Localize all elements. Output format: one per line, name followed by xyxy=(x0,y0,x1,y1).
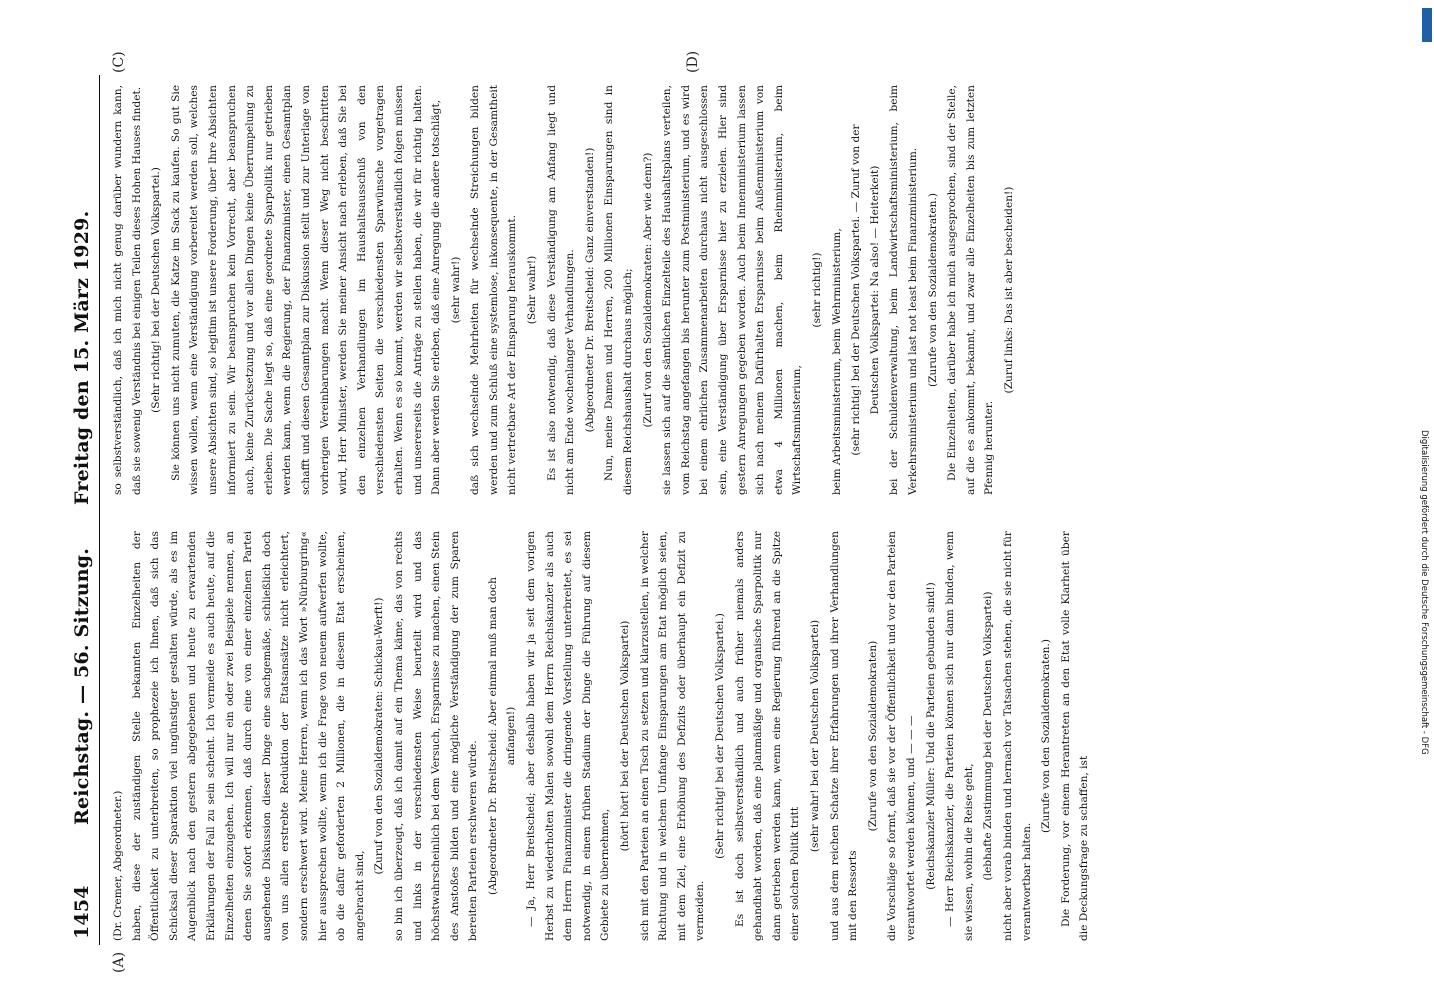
right-column-interjection: (sehr richtig!) xyxy=(810,252,823,328)
left-column-paragraph: sich mit den Parteien an einen Tisch zu setzen und klarzustellen, in welcher Richtung und in welchem Umfange Einsparungen am Etat möglich seien, mit dem Ziel, eine Erhöhung des Defizits oder überhaupt ein Defizit zu vermeiden. xyxy=(638,531,707,941)
scanned-page-rotated xyxy=(65,50,1395,973)
right-text-column xyxy=(109,85,1015,495)
left-column-paragraph: — Herr Reichskanzler, die Parteien können sich nur dann binden, wenn sie wissen, wohin die Reise geht, xyxy=(944,531,975,941)
left-column-interjection: (sehr wahr! bei der Deutschen Volkspartei) xyxy=(808,619,821,853)
left-column-interjection: (Sehr richtig! bei der Deutschen Volkspartei.) xyxy=(714,613,726,859)
left-text-column xyxy=(109,531,1091,941)
right-column-interjection: (sehr richtig! bei der Deutschen Volkspartei. — Zuruf von der Deutschen Volkspartei: Na also! — Heiterkeit) xyxy=(850,124,881,456)
left-column-paragraph: die Vorschläge so formt, daß sie vor der Öffentlichkeit und vor den Parteien verantwortet werden können, und — — — xyxy=(886,531,917,941)
left-column-paragraph: nicht aber vorab binden und hernach vor Tatsachen stehen, die sie nicht für verantwortbar halten. xyxy=(1001,531,1033,941)
right-column-paragraph: so selbstverständlich, daß ich mich nicht genug darüber wundern kann, daß sie sowenig Verständnis bei einigen Teilen dieses Hohen Hauses findet. xyxy=(112,85,143,495)
right-column-interjection: (Sehr wahr!) xyxy=(526,255,539,325)
header-left-title: Reichstag. — 56. Sitzung. xyxy=(71,547,93,825)
header-right-title: Freitag den 15. März 1929. xyxy=(71,210,93,505)
right-column-paragraph: Die Einzelheiten, darüber habe ich mich ausgesprochen, sind der Stelle, auf die es ankommt, bekannt, und zwar alle Einzelheiten bis zum letzten Pfennig herunter. xyxy=(946,85,996,495)
left-column-interjection: (Reichskanzler Müller: Und die Parteien gebunden sind!) xyxy=(924,582,937,890)
page-number: 1454 xyxy=(71,885,93,939)
left-column-paragraph: Die Forderung, vor einem Herantreten an den Etat volle Klarheit über die Deckungsfrage zu schaffen, ist xyxy=(1059,531,1091,941)
right-column-interjection: (sehr wahr!) xyxy=(449,256,462,324)
margin-mark-c: (C) xyxy=(111,51,127,73)
left-column-interjection: (Zurufe von den Sozialdemokraten) xyxy=(866,640,879,832)
right-column-paragraph: Es ist also notwendig, daß diese Verständigung am Anfang liegt und nicht am Ende wochenlanger Verhandlungen. xyxy=(545,85,577,495)
digitization-credit xyxy=(1416,430,1430,990)
left-column-interjection: (Abgeordneter Dr. Breitscheid: Aber einmal muß man doch anfangen!) xyxy=(486,577,518,895)
right-column-interjection: (Abgeordneter Dr. Breitscheid: Ganz einverstanden!) xyxy=(583,147,596,433)
left-column-paragraph: haben, diese der zuständigen Stelle bekannten Einzelheiten der Öffentlichkeit zu unterbreiten, so prophezeie ich Ihnen, daß sich das Schicksal dieser Sparaktion viel ungünstiger gestalten würde, als es im Augenblick nach den gestern abgegebenen und heute zu erwartenden Erklärungen der Fall zu sein scheint. Ich vermeide es auch heute, auf die Einzelheiten einzugehen. Ich will nur ein oder zwei Beispiele nennen, an denen Sie sofort erkennen, daß durch eine von einer einzelnen Partei ausgehende Diskussion dieser Dinge eine sachgemäße, schließlich doch von uns allen erstrebte Reduktion der Etatsansätze nicht erleichtert, sondern erschwert wird. Meine Herren, wenn ich das Wort »Nürburgring« hier aussprechen wollte, wenn ich die Frage von neuem aufwerfen wollte, ob die dafür geforderten 2 Millionen, die in diesem Etat erscheinen, angebracht sind, xyxy=(130,531,366,941)
right-column-interjection: (Sehr richtig! bei der Deutschen Volkspartei.) xyxy=(150,167,163,413)
right-column-interjection: (Zurufe von den Sozialdemokraten.) xyxy=(926,193,939,387)
right-column-paragraph: daß sich wechselnde Mehrheiten für wechselnde Streichungen bilden werden und zum Schluß eine systemlose, inkonsequente, in der Gesamtheit nicht vertretbare Art der Einsparung herauskommt. xyxy=(469,85,519,495)
left-column-paragraph: — Ja, Herr Breitscheid; aber deshalb haben wir ja seit dem vorigen Herbst zu wiederholten Malen sowohl dem Herrn Reichskanzler als auch dem Herrn Finanzminister die dringende Vorstellung unterbreitet, es sei notwendig, in einem frühen Stadium der Dinge die Führung auf diesem Gebiete zu übernehmen, xyxy=(525,531,612,941)
right-column-paragraph: sie lassen sich auf die sämtlichen Einzelteile des Haushaltsplans verteilen, vom Reichstag angefangen bis herunter zum Postministerium, und es wird bei einem ehrlichen Zusammenarbeiten durchaus nicht ausgeschlossen sein, eine Verständigung über Ersparnisse hier zu erzielen. Hier sind gestern Anregungen gegeben worden. Auch beim Innenministerium lassen sich nach meinem Dafürhalten Ersparnisse beim Außenministerium von etwa 4 Millionen machen, beim Rheinministerium, beim Wirtschaftsministerium, xyxy=(661,85,804,495)
left-column-paragraph: (Dr. Cremer, Abgeordneter.) xyxy=(112,790,124,941)
left-column-interjection: (lebhafte Zustimmung bei der Deutschen Volkspartei) xyxy=(982,591,995,881)
right-column-paragraph: beim Arbeitsministerium, beim Wehrministerium, xyxy=(830,228,843,495)
margin-mark-a: (A) xyxy=(111,951,127,973)
left-column-paragraph: so bin ich überzeugt, daß ich damit auf ein Thema käme, das von rechts und links in der verschiedensten Weise beurteilt wird und das höchstwahrscheinlich bei dem Versuch, Ersparnisse zu machen, einen Stein des Anstoßes bilden und eine mögliche Verständigung der zum Sparen bereiten Parteien erschweren würde. xyxy=(392,531,480,941)
left-column-interjection: (hört! hört! bei der Deutschen Volkspartei) xyxy=(619,620,632,852)
running-header xyxy=(65,75,100,945)
margin-mark-d: (D) xyxy=(685,50,701,73)
right-column-interjection: (Zuruf links: Das ist aber bescheiden!) xyxy=(1002,186,1015,394)
left-column-paragraph: und aus dem reichen Schatze ihrer Erfahrungen und ihrer Verhandlungen mit den Ressorts xyxy=(828,531,860,941)
dfg-logo xyxy=(1422,8,1432,42)
right-column-interjection: (Zuruf von den Sozialdemokraten: Aber wie denn?) xyxy=(641,152,654,428)
right-column-paragraph: Nun, meine Damen und Herren, 200 Millionen Einsparungen sind in diesem Reichshaushalt durchaus möglich; xyxy=(603,85,635,495)
left-column-interjection: (Zuruf von den Sozialdemokraten: Schickau-Werft!) xyxy=(373,597,386,875)
digitization-credit-text: Digitalisierung gefördert durch die Deutsche Forschungsgemeinschaft - DFG xyxy=(1419,430,1429,755)
left-column-interjection: (Zurufe von den Sozialdemokraten.) xyxy=(1040,639,1053,833)
right-column-paragraph: Sie können uns nicht zumuten, die Katze im Sack zu kaufen. So gut Sie wissen wollen, wenn eine Verständigung vorbereitet werden soll, welches unsere Absichten sind, so legitim ist unsere Forderung, über Ihre Absichten informiert zu sein. Wir beanspruchen kein Vorrecht, aber beanspruchen auch, keine Zurücksetzung und vor allen Dingen keine Überrumpelung zu erleben. Die Sache liegt so, daß eine geordnete Sparpolitik nur getrieben werden kann, wenn die Regierung, der Finanzminister, einen Gesamtplan schafft und diesen Gesamtplan zur Diskussion stellt und zur Unterlage von vorherigen Vereinbarungen macht. Wenn dieser Weg nicht beschritten wird, Herr Minister, werden Sie meiner Ansicht nach erleben, daß Sie bei den einzelnen Verhandlungen im Haushaltsausschuß von den verschiedensten Seiten die verschiedensten Sparwünsche vorgetragen erhalten. Wenn es so kommt, werden wir selbstverständlich folgen müssen und unsererseits die Anträge zu stellen haben, die wir für richtig halten. Dann aber werden Sie erleben, daß eine Anregung die andere totschlägt, xyxy=(169,85,443,495)
left-column-paragraph: Es ist doch selbstverständlich und auch früher niemals anders gehandhabt worden, daß eine planmäßige und organische Sparpolitik nur dann getrieben werden kann, wenn eine Regierung führend an die Spitze einer solchen Politik tritt xyxy=(733,531,802,941)
right-column-paragraph: bei der Schuldenverwaltung, beim Landwirtschaftsministerium, beim Verkehrsministerium und last not least beim Finanzministerium. xyxy=(888,85,919,495)
